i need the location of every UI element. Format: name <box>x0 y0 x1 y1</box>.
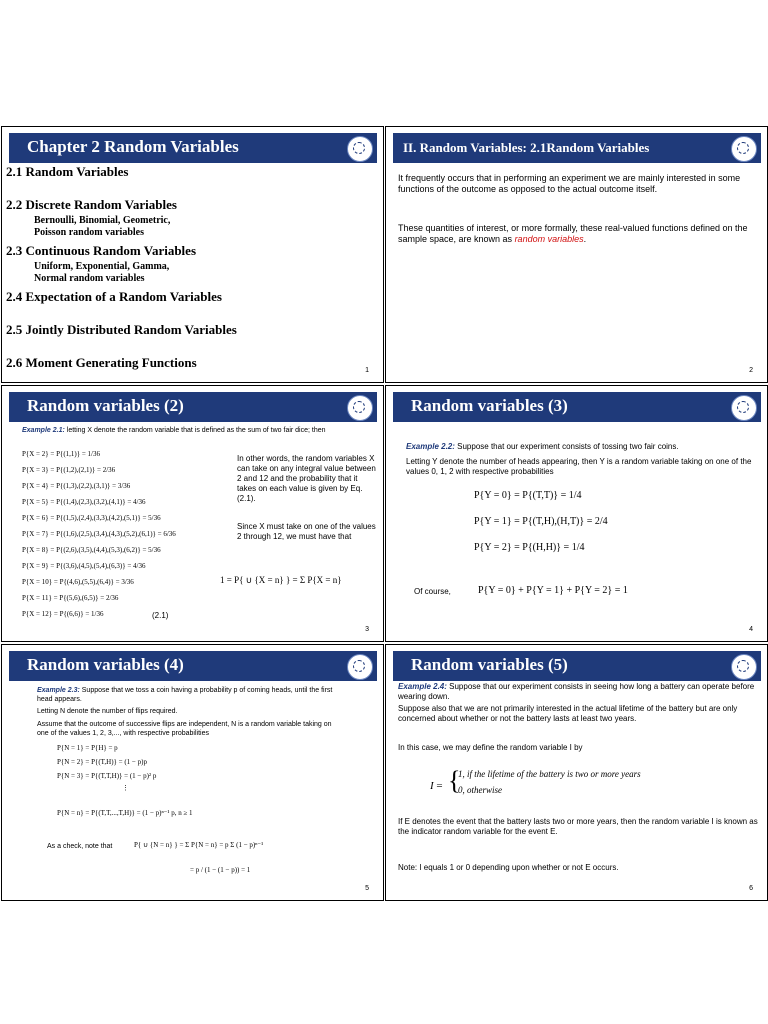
section-2-2: 2.2 Discrete Random Variables <box>6 197 177 212</box>
page-number: 5 <box>365 885 369 892</box>
equation-row: P{X = 9} = P{(3,6),(4,5),(5,4),(6,3)} = 4/36 <box>22 562 146 570</box>
equation-row: P{N = 2} = P{(T,H)} = (1 − p)p <box>57 758 147 766</box>
slide-4 <box>385 385 768 642</box>
case-1: 1, if the lifetime of the battery is two or more years <box>458 769 641 779</box>
section-2-3: 2.3 Continuous Random Variables <box>6 243 196 258</box>
paragraph-2: In this case, we may define the random variable I by <box>398 743 583 752</box>
section-2-6: 2.6 Moment Generating Functions <box>6 355 197 370</box>
paragraph-1: It frequently occurs that in performing an experiment we are mainly interested in some functions of the outcome as opposed to the actual outcome itself. <box>398 173 741 194</box>
paragraph-2: Assume that the outcome of successive flips are independent, N is a random variable taking on one of the values 1, 2, 3,..., with respective probabilities <box>37 721 332 737</box>
page-number: 2 <box>749 367 753 374</box>
cases-brace: { <box>448 766 461 795</box>
slide-6 <box>385 644 768 901</box>
page-number: 1 <box>365 367 369 374</box>
equation-row: P{Y = 1} = P{(T,H),(H,T)} = 2/4 <box>474 516 608 527</box>
check-equation-result: = p / (1 − (1 − p)) = 1 <box>190 866 251 874</box>
equation-row: P{X = 7} = P{(1,6),(2,5),(3,4),(4,3),(5,2),(6,1)} = 6/36 <box>22 530 176 538</box>
slide-1 <box>1 126 384 383</box>
page-number: 6 <box>749 885 753 892</box>
section-2-4: 2.4 Expectation of a Random Variables <box>6 289 222 304</box>
university-seal-icon <box>731 654 757 680</box>
sum-equation: P{Y = 0} + P{Y = 1} + P{Y = 2} = 1 <box>478 585 628 596</box>
university-seal-icon <box>347 395 373 421</box>
of-course-label: Of course, <box>414 587 451 596</box>
equation-row: P{N = 1} = P{H} = p <box>57 744 118 752</box>
check-label: As a check, note that <box>47 843 113 850</box>
slide-2 <box>385 126 768 383</box>
slide-header <box>393 651 761 681</box>
section-2-5: 2.5 Jointly Distributed Random Variables <box>6 322 237 337</box>
example-label: Example 2.2: <box>406 442 455 451</box>
random-variables-term: random variables <box>514 234 584 244</box>
university-seal-icon <box>731 395 757 421</box>
slide-5 <box>1 644 384 901</box>
example-text: Example 2.3: Suppose that we toss a coin having a probability p of coming heads, until the first head appears. <box>37 687 333 703</box>
note: Note: I equals 1 or 0 depending upon whether or not E occurs. <box>398 863 619 872</box>
example-label: Example 2.3: <box>37 687 80 694</box>
equation-row: P{Y = 0} = P{(T,T)} = 1/4 <box>474 490 582 501</box>
slide-title: Random variables (4) <box>27 655 184 674</box>
page-number: 3 <box>365 626 369 633</box>
example-text: Example 2.2: Suppose that our experiment consists of tossing two fair coins. <box>406 442 679 451</box>
university-seal-icon <box>347 654 373 680</box>
section-2-1: 2.1 Random Variables <box>6 164 129 179</box>
slide-title: Chapter 2 Random Variables <box>27 137 239 156</box>
equation-row: P{N = 3} = P{(T,T,H)} = (1 − p)² p <box>57 772 157 780</box>
university-seal-icon <box>731 136 757 162</box>
paragraph-1: Letting Y denote the number of heads appearing, then Y is a random variable taking on one of the values 0, 1, 2 with respective probabilities <box>406 457 752 476</box>
example-text: Example 2.1: letting X denote the random variable that is defined as the sum of two fair dice; then <box>22 427 326 434</box>
slide-header <box>393 133 761 163</box>
slide-title: II. Random Variables: 2.1Random Variables <box>403 140 650 155</box>
slide-title: Random variables (2) <box>27 396 184 415</box>
equation-row: P{X = 10} = P{(4,6),(5,5),(6,4)} = 3/36 <box>22 578 134 586</box>
equation-row: P{X = 2} = P{(1,1)} = 1/36 <box>22 450 100 458</box>
indicator-variable: I = <box>430 780 443 792</box>
equation-row: P{N = n} = P{(T,T,...,T,H)} = (1 − p)ⁿ⁻¹ p, n ≥ 1 <box>57 809 193 817</box>
equation-row: P{Y = 2} = P{(H,H)} = 1/4 <box>474 542 585 553</box>
equation-row: P{X = 5} = P{(1,4),(2,3),(3,2),(4,1)} = 4/36 <box>22 498 146 506</box>
vertical-dots: ⋮ <box>122 784 129 792</box>
section-2-3-sub-2: Normal random variables <box>34 273 145 284</box>
section-2-2-sub-1: Bernoulli, Binomial, Geometric, <box>34 215 171 226</box>
case-2: 0, otherwise <box>458 785 502 795</box>
example-text: Example 2.4: Suppose that our experiment consists in seeing how long a battery can operate before wearing down. <box>398 682 755 701</box>
slide-title: Random variables (3) <box>411 396 568 415</box>
equation-row: P{X = 11} = P{(5,6),(6,5)} = 2/36 <box>22 594 119 602</box>
section-2-3-sub-1: Uniform, Exponential, Gamma, <box>34 261 170 272</box>
equation-tag: (2.1) <box>152 611 169 620</box>
equation-row: P{X = 12} = P{(6,6)} = 1/36 <box>22 610 104 618</box>
slide-header <box>9 133 377 163</box>
check-equation: P{ ∪ {N = n} } = Σ P{N = n} = p Σ (1 − p)ⁿ⁻¹ <box>134 841 264 849</box>
equation-row: P{X = 6} = P{(1,5),(2,4),(3,3),(4,2),(5,1)} = 5/36 <box>22 514 161 522</box>
university-seal-icon <box>347 136 373 162</box>
paragraph-3: If E denotes the event that the battery lasts two or more years, then the random variable I is known as the indicator random variable for the event E. <box>398 817 758 836</box>
equation-row: P{X = 8} = P{(2,6),(3,5),(4,4),(5,3),(6,2)} = 5/36 <box>22 546 161 554</box>
slide-3 <box>1 385 384 642</box>
paragraph-1: Letting N denote the number of flips required. <box>37 708 178 715</box>
equation-row: P{X = 4} = P{(1,3),(2,2),(3,1)} = 3/36 <box>22 482 131 490</box>
slide-header <box>9 392 377 422</box>
example-label: Example 2.4: <box>398 682 447 691</box>
side-note-2: Since X must take on one of the values 2 through 12, we must have that <box>237 522 376 541</box>
page-number: 4 <box>749 626 753 633</box>
paragraph-1: Suppose also that we are not primarily interested in the actual lifetime of the battery but are only concerned about whether or not the battery lasts at least two years. <box>398 704 738 723</box>
sum-equation: 1 = P{ ∪ {X = n} } = Σ P{X = n} <box>220 575 342 585</box>
slide-header <box>393 392 761 422</box>
example-label: Example 2.1: <box>22 427 65 434</box>
slide-header <box>9 651 377 681</box>
slide-title: Random variables (5) <box>411 655 568 674</box>
side-note-1: In other words, the random variables X can take on any integral value between 2 and 12 and the probability that it takes on each value is given by Eq. (2.1). <box>237 454 376 503</box>
paragraph-2: These quantities of interest, or more formally, these real-valued functions defined on the sample space, are known as random variables. <box>398 223 748 244</box>
equation-row: P{X = 3} = P{(1,2),(2,1)} = 2/36 <box>22 466 116 474</box>
slide-sheet <box>0 126 768 902</box>
section-2-2-sub-2: Poisson random variables <box>34 227 145 238</box>
